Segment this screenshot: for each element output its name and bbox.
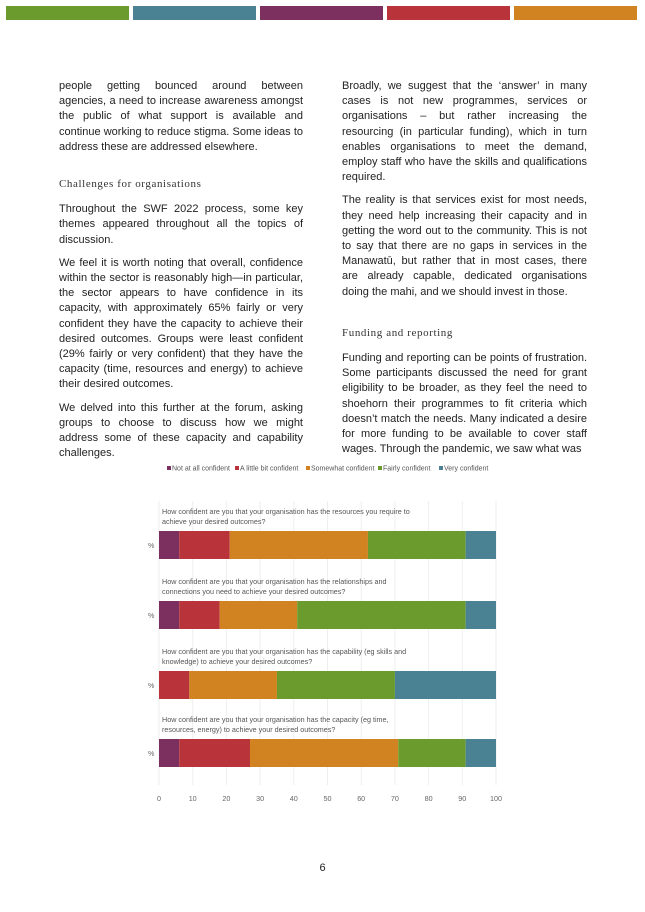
x-tick-label: 30 [256, 794, 265, 803]
legend-swatch [306, 466, 310, 470]
bar-segment [466, 739, 496, 767]
row-label: % [148, 749, 155, 758]
x-tick-label: 100 [490, 794, 502, 803]
header-bar-segment [387, 6, 510, 20]
legend-swatch [235, 466, 239, 470]
bar-segment [179, 739, 250, 767]
confidence-chart-svg [140, 455, 512, 810]
bar-segment [368, 531, 466, 559]
bar-segment [398, 739, 465, 767]
bar-segment [250, 739, 398, 767]
bar-segment [220, 601, 298, 629]
row-label: % [148, 541, 155, 550]
x-tick-label: 20 [222, 794, 231, 803]
legend-label: Somewhat confident [311, 465, 375, 473]
confidence-chart [140, 455, 512, 810]
row-label: % [148, 681, 155, 690]
bar-segment [230, 531, 368, 559]
bar-segment [159, 531, 179, 559]
bar-segment [466, 601, 496, 629]
question-label: resources, energy) to achieve your desired outcomes? [162, 725, 336, 734]
right-column [342, 79, 587, 465]
section-heading-challenges: Challenges for organisations [59, 178, 202, 191]
legend-swatch [439, 466, 443, 470]
header-bar-segment [260, 6, 383, 20]
legend-label: Not at all confident [172, 465, 230, 473]
left-column [59, 79, 303, 469]
bar-segment [189, 671, 277, 699]
bar-segment [395, 671, 496, 699]
left-paragraph-4: We delved into this further at the forum, asking groups to choose to discuss how we might address some of these capacity and capability challenges. [59, 401, 303, 460]
section-heading-funding: Funding and reporting [342, 326, 453, 339]
x-tick-label: 50 [323, 794, 332, 803]
header-bar-segment [6, 6, 129, 20]
right-paragraph-3: Funding and reporting can be points of frustration. Some participants discussed the need for grant eligibility to be broader, as they feel the need to shoehorn their programmes to fit criteria which doesn’t match the needs. Many indicated a desire for more funding to be available to cover staff wages. Through the pandemic, we saw what was [342, 352, 587, 456]
x-tick-label: 90 [458, 794, 467, 803]
bar-segment [277, 671, 395, 699]
legend-label: Very confident [444, 465, 489, 473]
bar-segment [159, 671, 189, 699]
x-tick-label: 0 [157, 794, 161, 803]
bar-segment [159, 601, 179, 629]
question-label: achieve your desired outcomes? [162, 517, 266, 526]
page-number: 6 [319, 862, 326, 874]
legend-label: A little bit confident [240, 465, 299, 473]
x-tick-label: 60 [357, 794, 366, 803]
question-label: How confident are you that your organisation has the capacity (eg time, [162, 715, 389, 724]
legend-swatch [167, 466, 171, 470]
right-paragraph-2: The reality is that services exist for most needs, they need help increasing their capacity and in getting the word out to the community. This is not to say that there are no gaps in services in the Manawatū, but rather that in most cases, there are already capable, dedicated organisations doing the mahi, and we should invest in those. [342, 194, 587, 298]
right-paragraph-1: Broadly, we suggest that the ‘answer’ in many cases is not new programmes, services or organisations – but rather increasing the resourcing (in particular funding), which in turn enables organisations to meet the demand, employ staff who have the skills and qualifications required. [342, 80, 587, 184]
left-paragraph-1: people getting bounced around between agencies, a need to increase awareness amongst the public of what support is available and continue working to reduce stigma. Some ideas to address these are addressed elsewhere. [59, 80, 303, 153]
x-tick-label: 70 [390, 794, 399, 803]
legend-label: Fairly confident [383, 465, 431, 473]
question-label: How confident are you that your organisation has the capability (eg skills and [162, 647, 407, 656]
x-tick-label: 80 [424, 794, 433, 803]
header-bar-segment [514, 6, 637, 20]
question-label: How confident are you that your organisation has the resources you require to [162, 507, 410, 516]
left-paragraph-3: We feel it is worth noting that overall, confidence within the sector is reasonably high—in particular, the sector appears to have confidence in its capacity, with approximately 65% fairly or very confident they have the capacity to achieve their desired outcomes. Groups were least confident (29% fairly or very confident) that they have the capacity (time, resources and energy) to achieve their desired outcomes. [59, 256, 303, 391]
question-label: knowledge) to achieve your desired outcomes? [162, 657, 313, 666]
legend-swatch [378, 466, 382, 470]
bar-segment [297, 601, 466, 629]
row-label: % [148, 611, 155, 620]
bar-segment [466, 531, 496, 559]
question-label: How confident are you that your organisation has the relationships and [162, 577, 387, 586]
bar-segment [179, 531, 230, 559]
question-label: connections you need to achieve your desired outcomes? [162, 587, 346, 596]
bar-segment [159, 739, 179, 767]
x-tick-label: 10 [188, 794, 197, 803]
header-bar-segment [133, 6, 256, 20]
header-color-bar [0, 6, 645, 20]
bar-segment [179, 601, 219, 629]
left-paragraph-2: Throughout the SWF 2022 process, some key themes appeared throughout all the topics of discussion. [59, 203, 303, 246]
x-tick-label: 40 [289, 794, 298, 803]
